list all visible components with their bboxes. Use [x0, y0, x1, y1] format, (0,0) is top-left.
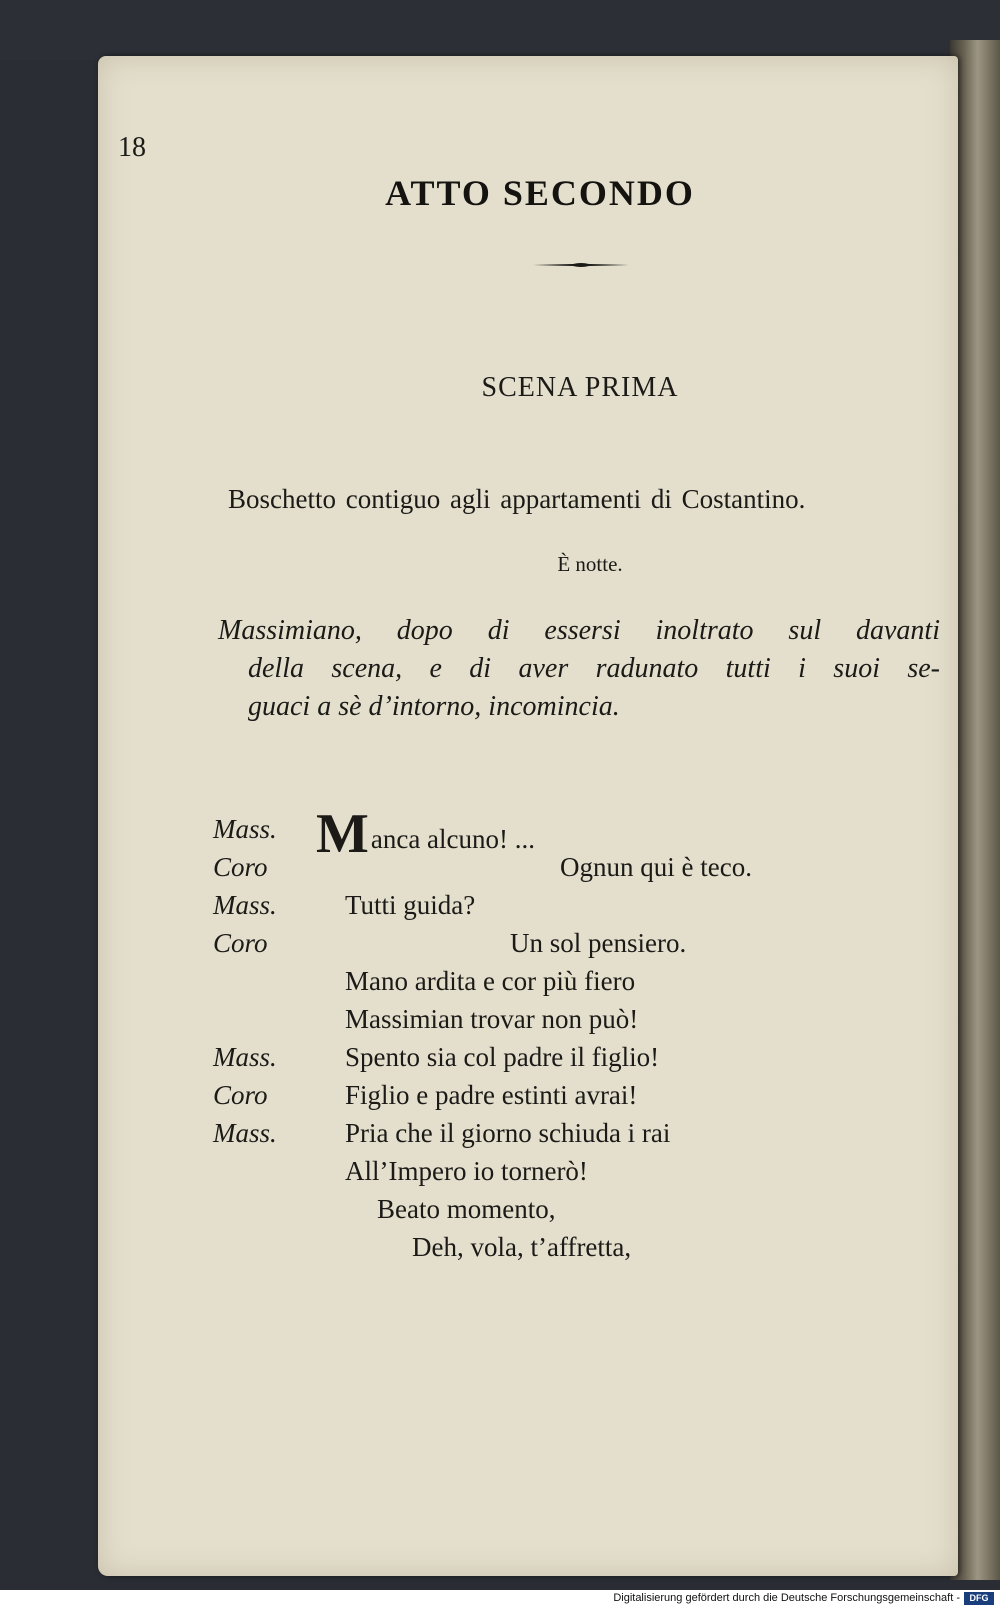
speaker-label: Coro — [213, 928, 268, 958]
verse-line: Ognun qui è teco. — [560, 852, 752, 882]
footer-credit: Digitalisierung gefördert durch die Deutsche Forschungsgemeinschaft - — [613, 1592, 960, 1604]
ornament-divider — [533, 262, 629, 268]
stage-direction — [218, 612, 940, 726]
time-note: È notte. — [557, 552, 623, 576]
speaker-label: Coro — [213, 852, 268, 882]
verse-line: Beato momento, — [377, 1194, 556, 1224]
verse-line: All’Impero io tornerò! — [345, 1156, 588, 1186]
dfg-logo: DFG — [964, 1592, 994, 1605]
act-title: ATTO SECONDO — [385, 173, 695, 213]
page-number: 18 — [118, 132, 146, 163]
scanner-frame-top — [0, 0, 1000, 60]
stage-direction-line: Massimiano, dopo di essersi inoltrato sul davanti — [218, 615, 940, 646]
speaker-label: Mass. — [213, 890, 277, 920]
dropcap: M — [316, 803, 369, 865]
verse-text: anca alcuno! ... — [370, 824, 536, 854]
verse-line: Figlio e padre estinti avrai! — [345, 1080, 638, 1110]
verse-line: Massimian trovar non può! — [345, 1004, 639, 1034]
verse-line-first — [316, 803, 536, 865]
verse-line: Un sol pensiero. — [510, 928, 687, 958]
verse-line: Pria che il giorno schiuda i rai — [345, 1118, 671, 1148]
speaker-label: Mass. — [213, 814, 277, 844]
scene-setting: Boschetto contiguo agli appartamenti di Costantino. — [228, 484, 806, 514]
speaker-label: Coro — [213, 1080, 268, 1110]
stage-direction-line: guaci a sè d’intorno, incomincia. — [248, 691, 620, 722]
verse-line: Deh, vola, t’affretta, — [412, 1232, 632, 1262]
speaker-label: Mass. — [213, 1042, 277, 1072]
stage-direction-line: della scena, e di aver radunato tutti i suoi se- — [248, 653, 940, 684]
verse-line: Spento sia col padre il figlio! — [345, 1042, 660, 1072]
scene-title: SCENA PRIMA — [481, 372, 679, 403]
speaker-label: Mass. — [213, 1118, 277, 1148]
verse-line: Tutti guida? — [345, 890, 476, 920]
verse-line: Mano ardita e cor più fiero — [345, 966, 636, 996]
